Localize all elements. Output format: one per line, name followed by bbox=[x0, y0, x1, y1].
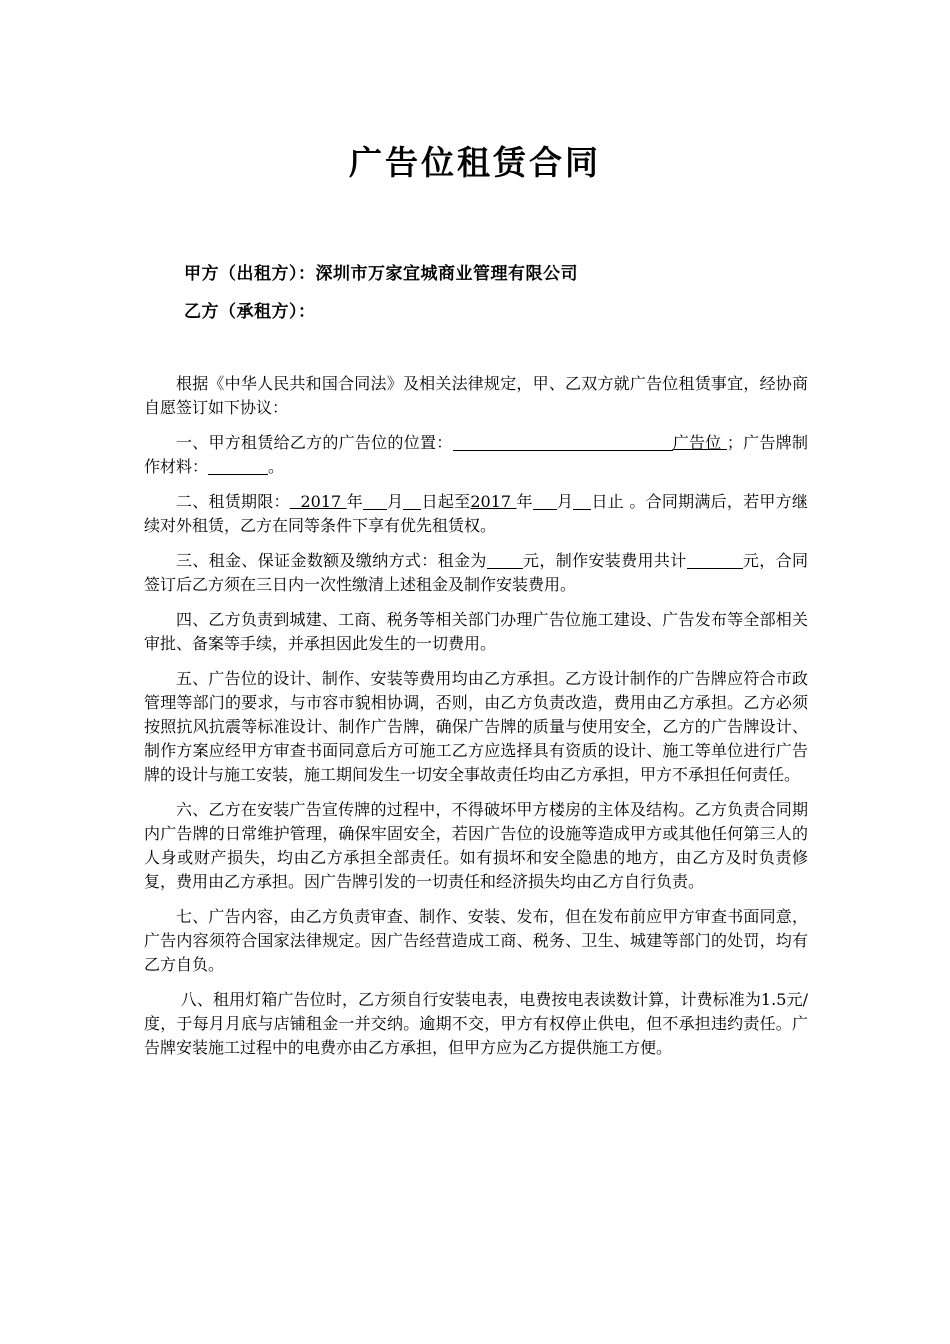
start-day-blank bbox=[403, 493, 421, 510]
install-fee-blank bbox=[687, 552, 743, 569]
month-label-1: 月 bbox=[386, 492, 404, 511]
clause-3-suffix: 元，合同签订后乙方须在三日内一次性缴清上述租金及制作安装费用。 bbox=[144, 551, 808, 594]
contract-body bbox=[144, 372, 808, 1071]
clause-2-suffix: 。合同期满后，若甲方继续对外租赁，乙方在同等条件下享有优先租赁权。 bbox=[144, 492, 808, 535]
month-label-2: 月 bbox=[556, 492, 574, 511]
end-year-text: 2017 bbox=[470, 492, 512, 511]
clause-1-prefix: 一、甲方租赁给乙方的广告位的位置： bbox=[176, 433, 453, 452]
clause-5: 五、广告位的设计、制作、安装等费用均由乙方承担。乙方设计制作的广告牌应符合市政管理等部门的要求，与市容市貌相协调，否则，由乙方负责改造，费用由乙方承担。乙方必须按照抗风抗震等标准设计、制作广告牌，确保广告牌的质量与使用安全，乙方的广告牌设计、制作方案应经甲方审查书面同意后方可施工乙方应选择具有资质的设计、施工等单位进行广告牌的设计与施工安装，施工期间发生一切安全事故责任均由乙方承担，甲方不承担任何责任。 bbox=[144, 669, 808, 784]
start-year-text: 2017 bbox=[300, 492, 342, 511]
clause-2 bbox=[144, 490, 808, 538]
location-suffix-text: 广告位 bbox=[672, 433, 722, 452]
clause-6: 六、乙方在安装广告宣传牌的过程中，不得破坏甲方楼房的主体及结构。乙方负责合同期内广告牌的日常维护管理，确保牢固安全，若因广告位的设施等造成甲方或其他任何第三人的人身或财产损失，均由乙方承担全部责任。如有损坏和安全隐患的地方，由乙方及时负责修复，费用由乙方承担。因广告牌引发的一切责任和经济损失均由乙方自行负责。 bbox=[144, 800, 808, 891]
contract-title: 广告位租赁合同 bbox=[349, 143, 601, 182]
location-blank bbox=[453, 434, 673, 451]
clause-1 bbox=[144, 431, 808, 479]
start-year bbox=[290, 492, 347, 511]
start-day-label: 日起至 bbox=[421, 492, 471, 511]
end-day-blank bbox=[573, 493, 591, 510]
year-label-2: 年 bbox=[516, 492, 533, 511]
intro-paragraph: 根据《中华人民共和国合同法》及相关法律规定，甲、乙双方就广告位租赁事宜，经协商自愿签订如下协议： bbox=[144, 374, 808, 417]
location-suffix bbox=[673, 433, 727, 452]
party-a-line: 甲方（出租方）：深圳市万家宜城商业管理有限公司 bbox=[184, 264, 578, 284]
clause-3-prefix: 三、租金、保证金数额及缴纳方式：租金为 bbox=[176, 551, 487, 570]
clause-3 bbox=[144, 549, 808, 597]
material-blank bbox=[208, 458, 268, 475]
clause-3-middle: 元，制作安装费用共计 bbox=[522, 551, 687, 570]
end-month-blank bbox=[533, 493, 557, 510]
rent-blank bbox=[487, 552, 523, 569]
clause-2-prefix: 二、租赁期限： bbox=[176, 492, 290, 511]
year-label-1: 年 bbox=[346, 492, 363, 511]
clause-7: 七、广告内容，由乙方负责审查、制作、安装、发布，但在发布前应甲方审查书面同意，广告内容须符合国家法律规定。因广告经营造成工商、税务、卫生、城建等部门的处罚，均有乙方自负。 bbox=[144, 907, 808, 974]
end-year bbox=[470, 492, 516, 511]
clause-4: 四、乙方负责到城建、工商、税务等相关部门办理广告位施工建设、广告发布等全部相关审批、备案等手续，并承担因此发生的一切费用。 bbox=[144, 610, 808, 653]
clause-8: 八、租用灯箱广告位时，乙方须自行安装电表，电费按电表读数计算，计费标准为1.5元/度，于每月月底与店铺租金一并交纳。逾期不交，甲方有权停止供电，但不承担违约责任。广告牌安装施工过程中的电费亦由乙方承担，但甲方应为乙方提供施工方便。 bbox=[144, 990, 808, 1057]
clause-1-end: 。 bbox=[268, 457, 285, 476]
end-day-label: 日止 bbox=[591, 492, 624, 511]
clause-1-middle: ；广告牌制作材料： bbox=[144, 433, 808, 476]
party-b-line: 乙方（承租方）： bbox=[184, 302, 316, 322]
start-month-blank bbox=[363, 493, 387, 510]
